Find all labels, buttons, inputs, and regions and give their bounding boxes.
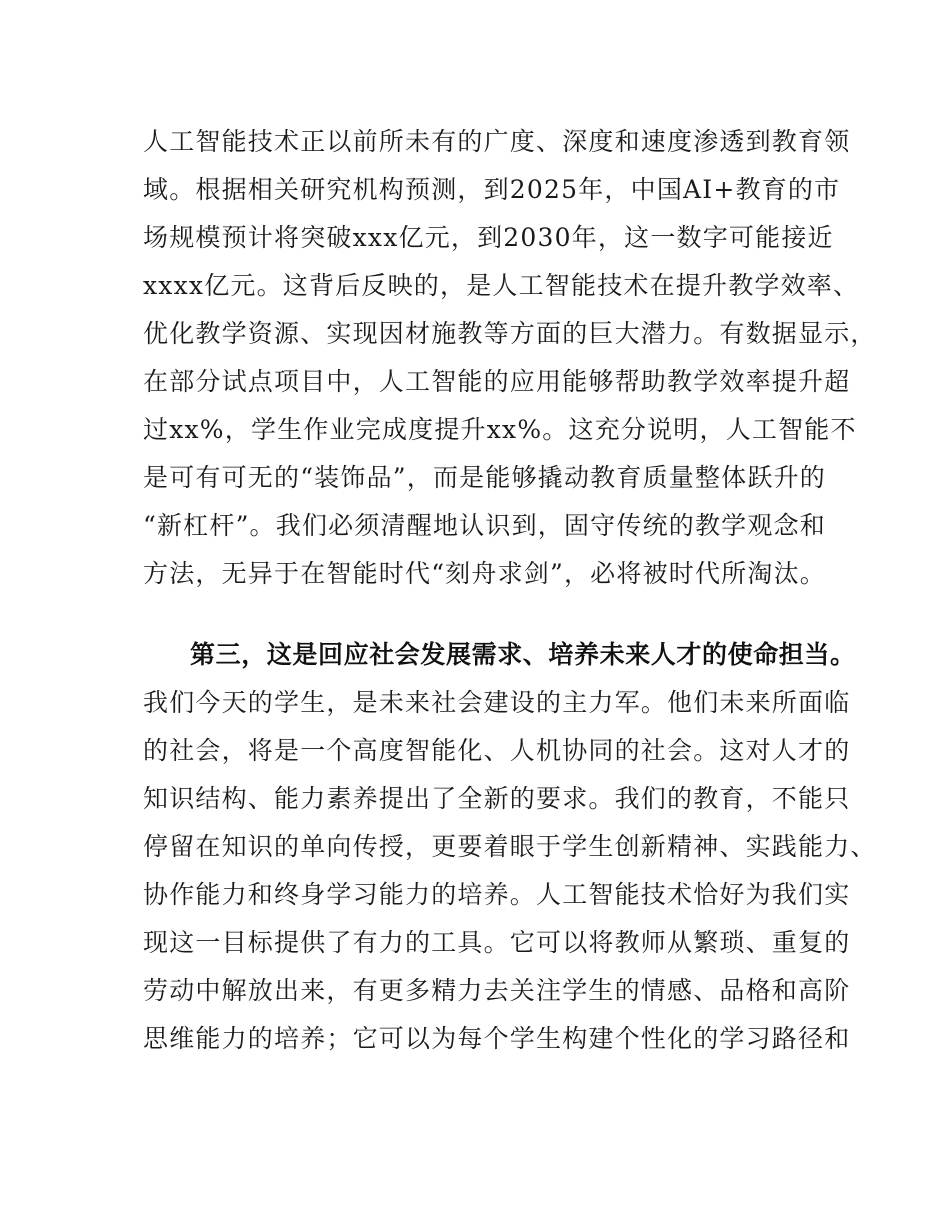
- paragraph-line: 知识结构、能力素养提出了全新的要求。我们的教育，不能只: [143, 784, 851, 813]
- paragraph-line: “新杠杆”。我们必须清醒地认识到，固守传统的教学观念和: [143, 511, 826, 540]
- paragraph-line: 协作能力和终身学习能力的培养。人工智能技术恰好为我们实: [143, 880, 851, 909]
- paragraph-line: 我们今天的学生，是未来社会建设的主力军。他们未来所面临: [143, 688, 851, 717]
- paragraph-line: 思维能力的培养；它可以为每个学生构建个性化的学习路径和: [143, 1024, 851, 1053]
- paragraph-line: 过xx%，学生作业完成度提升xx%。这充分说明，人工智能不: [143, 415, 857, 444]
- paragraph-line: 在部分试点项目中，人工智能的应用能够帮助教学效率提升超: [143, 367, 851, 396]
- paragraph-line: 优化教学资源、实现因材施教等方面的巨大潜力。有数据显示，: [143, 319, 877, 348]
- paragraph-line: 现这一目标提供了有力的工具。它可以将教师从繁琐、重复的: [143, 928, 851, 957]
- paragraph-line: 方法，无异于在智能时代“刻舟求剑”，必将被时代所淘汰。: [143, 559, 826, 588]
- section-heading: 第三，这是回应社会发展需求、培养未来人才的使命担当。: [190, 640, 856, 669]
- paragraph-line: 停留在知识的单向传授，更要着眼于学生创新精神、实践能力、: [143, 832, 877, 861]
- paragraph-line: 的社会，将是一个高度智能化、人机协同的社会。这对人才的: [143, 736, 851, 765]
- paragraph-line: 域。根据相关研究机构预测，到2025年，中国AI+教育的市: [143, 175, 841, 204]
- paragraph-line: 场规模预计将突破xxx亿元，到2030年，这一数字可能接近: [143, 223, 834, 252]
- paragraph-line: 是可有可无的“装饰品”，而是能够撬动教育质量整体跃升的: [143, 463, 826, 492]
- paragraph-line: 劳动中解放出来，有更多精力去关注学生的情感、品格和高阶: [143, 976, 851, 1005]
- paragraph-line: xxxx亿元。这背后反映的，是人工智能技术在提升教学效率、: [143, 271, 860, 300]
- paragraph-line: 人工智能技术正以前所未有的广度、深度和速度渗透到教育领: [143, 127, 851, 156]
